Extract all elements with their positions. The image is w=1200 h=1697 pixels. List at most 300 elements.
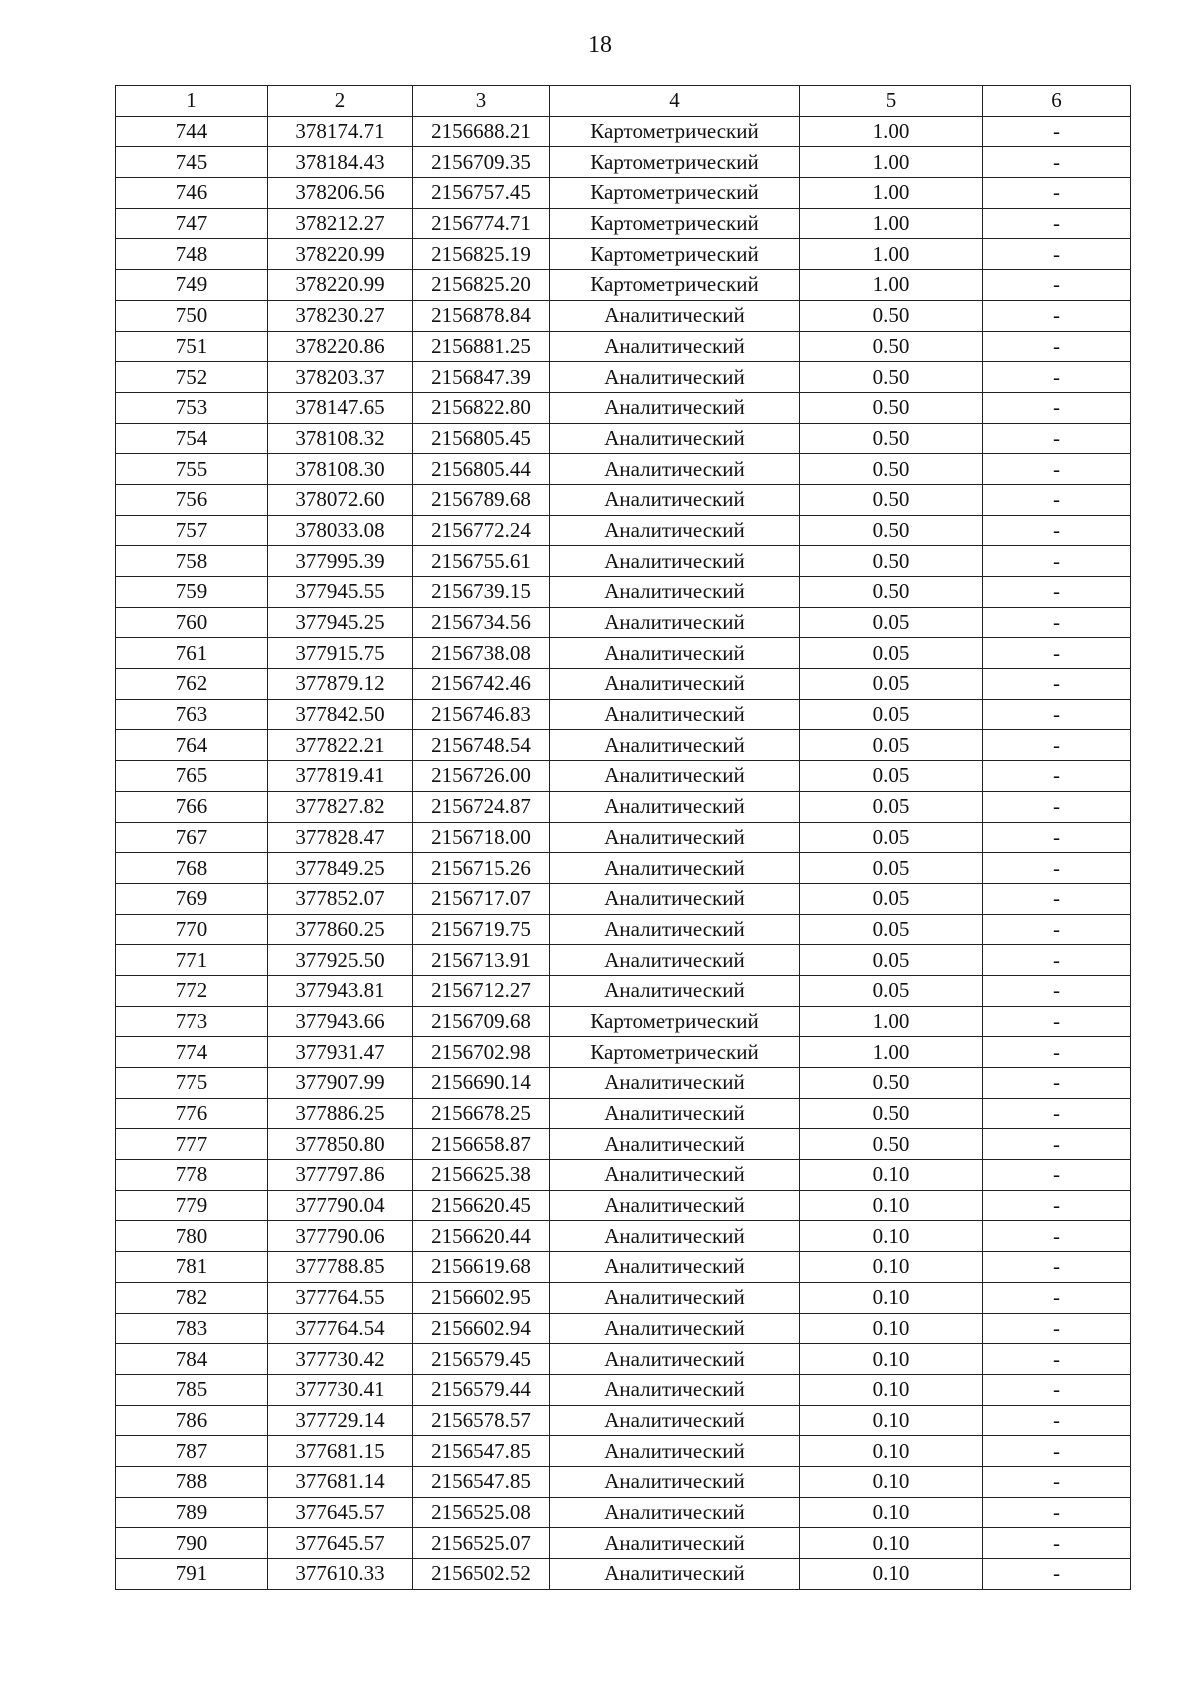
cell-point-number: 775	[116, 1068, 268, 1099]
cell-point-number: 748	[116, 239, 268, 270]
cell-coordinate-x: 377819.41	[268, 761, 413, 792]
cell-point-number: 781	[116, 1252, 268, 1283]
cell-coordinate-x: 378220.99	[268, 239, 413, 270]
cell-coordinate-x: 377797.86	[268, 1160, 413, 1191]
cell-note: -	[983, 945, 1131, 976]
cell-coordinate-y: 2156688.21	[413, 116, 550, 147]
cell-note: -	[983, 1190, 1131, 1221]
cell-accuracy: 0.10	[800, 1528, 983, 1559]
cell-accuracy: 0.50	[800, 331, 983, 362]
cell-point-number: 777	[116, 1129, 268, 1160]
table-row	[116, 1098, 1131, 1129]
cell-coordinate-x: 377879.12	[268, 669, 413, 700]
column-header: 4	[550, 86, 800, 117]
cell-method: Аналитический	[550, 607, 800, 638]
cell-coordinate-x: 377681.15	[268, 1436, 413, 1467]
table-row	[116, 1068, 1131, 1099]
cell-note: -	[983, 1252, 1131, 1283]
cell-note: -	[983, 914, 1131, 945]
cell-accuracy: 0.05	[800, 853, 983, 884]
cell-coordinate-y: 2156718.00	[413, 822, 550, 853]
cell-point-number: 756	[116, 484, 268, 515]
cell-accuracy: 0.05	[800, 822, 983, 853]
cell-coordinate-y: 2156748.54	[413, 730, 550, 761]
table-row	[116, 208, 1131, 239]
cell-method: Картометрический	[550, 178, 800, 209]
table-row	[116, 147, 1131, 178]
cell-coordinate-y: 2156658.87	[413, 1129, 550, 1160]
table-row	[116, 546, 1131, 577]
cell-coordinate-x: 378212.27	[268, 208, 413, 239]
cell-accuracy: 0.50	[800, 454, 983, 485]
cell-coordinate-x: 377827.82	[268, 791, 413, 822]
cell-point-number: 772	[116, 975, 268, 1006]
table-row	[116, 638, 1131, 669]
cell-method: Картометрический	[550, 147, 800, 178]
cell-coordinate-x: 378108.32	[268, 423, 413, 454]
cell-accuracy: 1.00	[800, 147, 983, 178]
cell-coordinate-x: 377852.07	[268, 883, 413, 914]
table-row	[116, 1436, 1131, 1467]
cell-method: Аналитический	[550, 975, 800, 1006]
table-row	[116, 1160, 1131, 1191]
cell-coordinate-x: 378184.43	[268, 147, 413, 178]
cell-note: -	[983, 1436, 1131, 1467]
coordinates-table	[115, 85, 1131, 1590]
table-row	[116, 1221, 1131, 1252]
table-row	[116, 1466, 1131, 1497]
cell-point-number: 784	[116, 1344, 268, 1375]
cell-coordinate-x: 377945.25	[268, 607, 413, 638]
cell-method: Аналитический	[550, 638, 800, 669]
table-row	[116, 1374, 1131, 1405]
cell-note: -	[983, 239, 1131, 270]
table-body	[116, 116, 1131, 1589]
table-row	[116, 362, 1131, 393]
cell-coordinate-y: 2156825.20	[413, 270, 550, 301]
cell-method: Аналитический	[550, 791, 800, 822]
cell-method: Аналитический	[550, 1344, 800, 1375]
cell-coordinate-y: 2156525.07	[413, 1528, 550, 1559]
cell-note: -	[983, 1559, 1131, 1590]
cell-point-number: 787	[116, 1436, 268, 1467]
cell-coordinate-y: 2156772.24	[413, 515, 550, 546]
cell-coordinate-y: 2156881.25	[413, 331, 550, 362]
table-row	[116, 1006, 1131, 1037]
cell-point-number: 773	[116, 1006, 268, 1037]
cell-method: Аналитический	[550, 546, 800, 577]
cell-method: Аналитический	[550, 1466, 800, 1497]
cell-method: Аналитический	[550, 853, 800, 884]
table-row	[116, 1282, 1131, 1313]
cell-note: -	[983, 454, 1131, 485]
cell-coordinate-y: 2156738.08	[413, 638, 550, 669]
cell-coordinate-x: 377790.04	[268, 1190, 413, 1221]
table-row	[116, 607, 1131, 638]
cell-method: Аналитический	[550, 1221, 800, 1252]
cell-note: -	[983, 975, 1131, 1006]
cell-method: Аналитический	[550, 1559, 800, 1590]
cell-note: -	[983, 1098, 1131, 1129]
cell-method: Картометрический	[550, 208, 800, 239]
cell-note: -	[983, 392, 1131, 423]
table-row	[116, 1129, 1131, 1160]
cell-accuracy: 0.10	[800, 1436, 983, 1467]
cell-accuracy: 0.10	[800, 1313, 983, 1344]
cell-accuracy: 1.00	[800, 1006, 983, 1037]
cell-method: Аналитический	[550, 730, 800, 761]
cell-note: -	[983, 270, 1131, 301]
table-row	[116, 730, 1131, 761]
cell-note: -	[983, 1374, 1131, 1405]
cell-note: -	[983, 577, 1131, 608]
cell-point-number: 746	[116, 178, 268, 209]
cell-coordinate-x: 378033.08	[268, 515, 413, 546]
cell-coordinate-x: 377995.39	[268, 546, 413, 577]
table-row	[116, 1497, 1131, 1528]
cell-point-number: 783	[116, 1313, 268, 1344]
table-row	[116, 975, 1131, 1006]
cell-accuracy: 0.05	[800, 607, 983, 638]
cell-coordinate-y: 2156702.98	[413, 1037, 550, 1068]
cell-accuracy: 0.05	[800, 883, 983, 914]
cell-point-number: 769	[116, 883, 268, 914]
cell-point-number: 788	[116, 1466, 268, 1497]
cell-method: Аналитический	[550, 1098, 800, 1129]
cell-point-number: 764	[116, 730, 268, 761]
cell-point-number: 745	[116, 147, 268, 178]
table-row	[116, 577, 1131, 608]
cell-point-number: 770	[116, 914, 268, 945]
cell-accuracy: 0.05	[800, 638, 983, 669]
cell-point-number: 780	[116, 1221, 268, 1252]
cell-coordinate-x: 377943.81	[268, 975, 413, 1006]
cell-coordinate-x: 377645.57	[268, 1528, 413, 1559]
cell-accuracy: 0.50	[800, 392, 983, 423]
cell-method: Аналитический	[550, 515, 800, 546]
cell-point-number: 774	[116, 1037, 268, 1068]
cell-point-number: 771	[116, 945, 268, 976]
cell-accuracy: 0.10	[800, 1559, 983, 1590]
table-row	[116, 1528, 1131, 1559]
cell-point-number: 749	[116, 270, 268, 301]
cell-point-number: 791	[116, 1559, 268, 1590]
cell-coordinate-y: 2156579.45	[413, 1344, 550, 1375]
cell-point-number: 760	[116, 607, 268, 638]
cell-coordinate-y: 2156709.68	[413, 1006, 550, 1037]
cell-method: Аналитический	[550, 1313, 800, 1344]
cell-method: Аналитический	[550, 300, 800, 331]
cell-coordinate-x: 378147.65	[268, 392, 413, 423]
cell-note: -	[983, 1282, 1131, 1313]
cell-note: -	[983, 1344, 1131, 1375]
table-row	[116, 454, 1131, 485]
cell-accuracy: 0.05	[800, 669, 983, 700]
table-row	[116, 178, 1131, 209]
cell-coordinate-x: 377730.42	[268, 1344, 413, 1375]
cell-note: -	[983, 1313, 1131, 1344]
cell-coordinate-x: 377822.21	[268, 730, 413, 761]
cell-point-number: 754	[116, 423, 268, 454]
cell-point-number: 747	[116, 208, 268, 239]
cell-point-number: 779	[116, 1190, 268, 1221]
table-row	[116, 761, 1131, 792]
cell-accuracy: 0.50	[800, 546, 983, 577]
cell-coordinate-y: 2156755.61	[413, 546, 550, 577]
cell-note: -	[983, 1160, 1131, 1191]
cell-accuracy: 1.00	[800, 116, 983, 147]
cell-coordinate-y: 2156825.19	[413, 239, 550, 270]
cell-point-number: 759	[116, 577, 268, 608]
cell-coordinate-y: 2156724.87	[413, 791, 550, 822]
cell-coordinate-y: 2156847.39	[413, 362, 550, 393]
column-header: 1	[116, 86, 268, 117]
cell-note: -	[983, 669, 1131, 700]
cell-accuracy: 0.10	[800, 1221, 983, 1252]
cell-note: -	[983, 147, 1131, 178]
cell-method: Аналитический	[550, 883, 800, 914]
cell-accuracy: 0.50	[800, 423, 983, 454]
cell-point-number: 758	[116, 546, 268, 577]
header-row	[116, 86, 1131, 117]
cell-method: Аналитический	[550, 1160, 800, 1191]
cell-coordinate-y: 2156717.07	[413, 883, 550, 914]
column-header: 2	[268, 86, 413, 117]
cell-coordinate-x: 377842.50	[268, 699, 413, 730]
cell-point-number: 785	[116, 1374, 268, 1405]
cell-accuracy: 1.00	[800, 239, 983, 270]
cell-accuracy: 0.05	[800, 914, 983, 945]
cell-coordinate-y: 2156805.45	[413, 423, 550, 454]
cell-note: -	[983, 607, 1131, 638]
cell-method: Аналитический	[550, 761, 800, 792]
cell-method: Картометрический	[550, 1037, 800, 1068]
cell-coordinate-y: 2156774.71	[413, 208, 550, 239]
cell-accuracy: 1.00	[800, 270, 983, 301]
cell-coordinate-y: 2156822.80	[413, 392, 550, 423]
table-row	[116, 484, 1131, 515]
cell-accuracy: 0.05	[800, 761, 983, 792]
cell-coordinate-x: 377915.75	[268, 638, 413, 669]
table-row	[116, 1313, 1131, 1344]
cell-coordinate-x: 377828.47	[268, 822, 413, 853]
table-row	[116, 300, 1131, 331]
cell-method: Аналитический	[550, 914, 800, 945]
cell-method: Аналитический	[550, 1528, 800, 1559]
cell-accuracy: 1.00	[800, 208, 983, 239]
cell-accuracy: 0.05	[800, 945, 983, 976]
cell-point-number: 778	[116, 1160, 268, 1191]
table-row	[116, 392, 1131, 423]
cell-method: Аналитический	[550, 1497, 800, 1528]
cell-method: Аналитический	[550, 1252, 800, 1283]
cell-coordinate-x: 377790.06	[268, 1221, 413, 1252]
cell-note: -	[983, 1497, 1131, 1528]
cell-accuracy: 0.50	[800, 362, 983, 393]
cell-coordinate-x: 378206.56	[268, 178, 413, 209]
cell-coordinate-x: 377945.55	[268, 577, 413, 608]
cell-coordinate-x: 377788.85	[268, 1252, 413, 1283]
cell-note: -	[983, 1405, 1131, 1436]
cell-method: Аналитический	[550, 577, 800, 608]
cell-coordinate-y: 2156620.44	[413, 1221, 550, 1252]
table-row	[116, 515, 1131, 546]
cell-coordinate-y: 2156525.08	[413, 1497, 550, 1528]
cell-method: Аналитический	[550, 945, 800, 976]
cell-coordinate-y: 2156726.00	[413, 761, 550, 792]
cell-coordinate-y: 2156602.94	[413, 1313, 550, 1344]
cell-coordinate-y: 2156757.45	[413, 178, 550, 209]
cell-method: Картометрический	[550, 1006, 800, 1037]
cell-coordinate-x: 377764.55	[268, 1282, 413, 1313]
table-row	[116, 116, 1131, 147]
table-row	[116, 1252, 1131, 1283]
cell-point-number: 786	[116, 1405, 268, 1436]
cell-coordinate-x: 377931.47	[268, 1037, 413, 1068]
table-row	[116, 699, 1131, 730]
cell-point-number: 763	[116, 699, 268, 730]
cell-method: Аналитический	[550, 454, 800, 485]
cell-accuracy: 0.50	[800, 1068, 983, 1099]
cell-note: -	[983, 761, 1131, 792]
table-row	[116, 883, 1131, 914]
cell-coordinate-y: 2156678.25	[413, 1098, 550, 1129]
cell-coordinate-y: 2156713.91	[413, 945, 550, 976]
cell-coordinate-x: 377764.54	[268, 1313, 413, 1344]
cell-coordinate-y: 2156502.52	[413, 1559, 550, 1590]
cell-coordinate-x: 378108.30	[268, 454, 413, 485]
cell-coordinate-y: 2156602.95	[413, 1282, 550, 1313]
table-row	[116, 423, 1131, 454]
cell-coordinate-y: 2156709.35	[413, 147, 550, 178]
column-header: 3	[413, 86, 550, 117]
cell-accuracy: 0.10	[800, 1497, 983, 1528]
cell-coordinate-y: 2156805.44	[413, 454, 550, 485]
column-header: 6	[983, 86, 1131, 117]
cell-note: -	[983, 730, 1131, 761]
cell-point-number: 765	[116, 761, 268, 792]
cell-method: Аналитический	[550, 669, 800, 700]
cell-coordinate-y: 2156746.83	[413, 699, 550, 730]
cell-point-number: 744	[116, 116, 268, 147]
table-row	[116, 945, 1131, 976]
cell-note: -	[983, 1466, 1131, 1497]
cell-coordinate-y: 2156578.57	[413, 1405, 550, 1436]
cell-accuracy: 0.10	[800, 1405, 983, 1436]
cell-note: -	[983, 178, 1131, 209]
cell-accuracy: 0.05	[800, 975, 983, 1006]
cell-coordinate-x: 377645.57	[268, 1497, 413, 1528]
cell-method: Картометрический	[550, 116, 800, 147]
cell-accuracy: 0.50	[800, 484, 983, 515]
cell-accuracy: 0.10	[800, 1282, 983, 1313]
cell-coordinate-x: 378203.37	[268, 362, 413, 393]
cell-method: Аналитический	[550, 1436, 800, 1467]
cell-point-number: 762	[116, 669, 268, 700]
cell-method: Аналитический	[550, 1129, 800, 1160]
cell-note: -	[983, 1129, 1131, 1160]
cell-method: Аналитический	[550, 484, 800, 515]
table-row	[116, 1344, 1131, 1375]
cell-coordinate-x: 378174.71	[268, 116, 413, 147]
cell-coordinate-y: 2156579.44	[413, 1374, 550, 1405]
cell-note: -	[983, 484, 1131, 515]
cell-coordinate-y: 2156547.85	[413, 1436, 550, 1467]
cell-coordinate-y: 2156878.84	[413, 300, 550, 331]
table-row	[116, 822, 1131, 853]
cell-method: Картометрический	[550, 239, 800, 270]
cell-coordinate-x: 377850.80	[268, 1129, 413, 1160]
cell-coordinate-y: 2156619.68	[413, 1252, 550, 1283]
table-row	[116, 791, 1131, 822]
cell-coordinate-x: 378230.27	[268, 300, 413, 331]
cell-method: Аналитический	[550, 1190, 800, 1221]
table-row	[116, 1405, 1131, 1436]
cell-method: Картометрический	[550, 270, 800, 301]
cell-coordinate-x: 377886.25	[268, 1098, 413, 1129]
cell-coordinate-x: 378220.99	[268, 270, 413, 301]
cell-point-number: 755	[116, 454, 268, 485]
cell-coordinate-x: 377925.50	[268, 945, 413, 976]
cell-accuracy: 0.10	[800, 1344, 983, 1375]
cell-method: Аналитический	[550, 423, 800, 454]
cell-accuracy: 0.10	[800, 1160, 983, 1191]
cell-note: -	[983, 853, 1131, 884]
cell-accuracy: 0.10	[800, 1252, 983, 1283]
cell-coordinate-y: 2156789.68	[413, 484, 550, 515]
cell-coordinate-x: 378220.86	[268, 331, 413, 362]
cell-point-number: 790	[116, 1528, 268, 1559]
cell-coordinate-y: 2156712.27	[413, 975, 550, 1006]
cell-coordinate-y: 2156715.26	[413, 853, 550, 884]
cell-point-number: 766	[116, 791, 268, 822]
cell-note: -	[983, 1221, 1131, 1252]
cell-note: -	[983, 822, 1131, 853]
cell-accuracy: 0.10	[800, 1466, 983, 1497]
cell-method: Аналитический	[550, 362, 800, 393]
cell-accuracy: 0.50	[800, 515, 983, 546]
cell-coordinate-x: 377730.41	[268, 1374, 413, 1405]
cell-accuracy: 1.00	[800, 178, 983, 209]
cell-coordinate-x: 377610.33	[268, 1559, 413, 1590]
cell-note: -	[983, 362, 1131, 393]
cell-note: -	[983, 1006, 1131, 1037]
cell-note: -	[983, 300, 1131, 331]
table-row	[116, 853, 1131, 884]
cell-coordinate-x: 377729.14	[268, 1405, 413, 1436]
cell-point-number: 768	[116, 853, 268, 884]
cell-note: -	[983, 699, 1131, 730]
cell-note: -	[983, 1037, 1131, 1068]
cell-point-number: 753	[116, 392, 268, 423]
cell-method: Аналитический	[550, 1068, 800, 1099]
cell-note: -	[983, 515, 1131, 546]
table-row	[116, 270, 1131, 301]
cell-coordinate-x: 377907.99	[268, 1068, 413, 1099]
cell-note: -	[983, 208, 1131, 239]
table-row	[116, 1190, 1131, 1221]
table-row	[116, 914, 1131, 945]
cell-point-number: 751	[116, 331, 268, 362]
cell-coordinate-y: 2156625.38	[413, 1160, 550, 1191]
cell-coordinate-y: 2156734.56	[413, 607, 550, 638]
cell-note: -	[983, 1528, 1131, 1559]
cell-accuracy: 0.05	[800, 791, 983, 822]
page-number: 18	[588, 32, 612, 58]
cell-coordinate-y: 2156719.75	[413, 914, 550, 945]
table-header	[116, 86, 1131, 117]
cell-method: Аналитический	[550, 1405, 800, 1436]
